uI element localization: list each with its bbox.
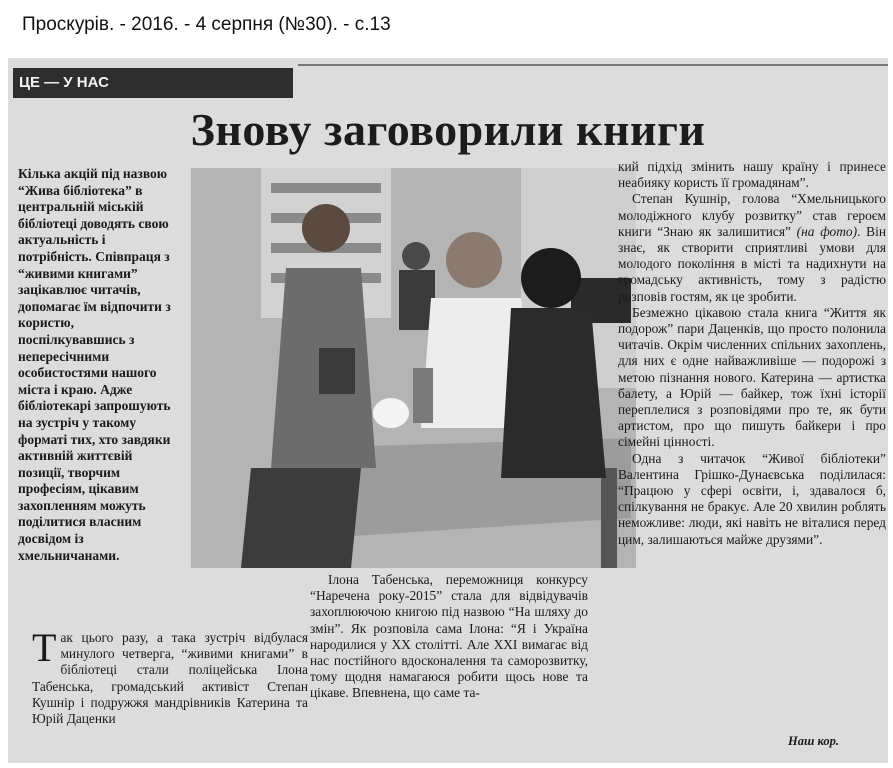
rubric-rule: [298, 64, 888, 66]
drop-cap: Т: [32, 625, 57, 670]
photo-reference: (на фото): [796, 223, 858, 239]
article-photo: [191, 168, 636, 568]
paragraph-2-text: Степан Кушнір, голова “Хмельницького молодіжного клубу розвитку” став героєм книги “Знаю як залишитися”: [618, 191, 886, 239]
right-paragraph-1: кий підхід змінить нашу країну і принесе неабияку користь її громадянам”.: [618, 159, 886, 191]
article-column-middle: Ілона Табенська, переможниця конкурсу “Наречена року-2015” стала для відвідувачів захоплюючою книгою під назвою “На шляху до змін”. Як розповіла сама Ілона: “Я і Україна народилися у ХХ столітті. Але ХХІ вимагає від нас постійного вдосконалення та саморозвитку, тому щодня намагаюся робити щось нове та цікаве. Впевнена, що саме та-: [310, 572, 588, 701]
right-paragraph-2: [618, 191, 886, 304]
right-paragraph-3: Безмежно цікавою стала книга “Життя як подорож” пари Даценків, що просто полонила читачів. Окрім численних спільних захоплень, для них є одне найважливіше — подорожі з метою пізнання нового. Катерина — артистка балету, а Юрій — байкер, тож їхні історії переплелися з розповідями про те, як бути артистом, про що пишуть байкери і про сімейні цінності.: [618, 304, 886, 450]
right-paragraph-4: Одна з читачок “Живої бібліотеки” Валентина Грішко-Дунаєвська поділилася: “Працюю у сфері освіти, і, здавалося б, спілкування не бракує. Але 20 хвилин роблять неможливе: люди, які навіть не віталися перед цим, залишаються майже друзями”.: [618, 450, 886, 547]
source-citation: Проскурів. - 2016. - 4 серпня (№30). - с.13: [22, 14, 391, 35]
photo-illustration: [191, 168, 636, 568]
rubric-label: ЦЕ — У НАС: [13, 68, 293, 98]
lead-paragraph: Кілька акцій під назвою “Жива бібліотека” в центральній міській бібліотеці доводять свою актуальність і потрібність. Співпраця з “живими книгами” зацікавлює читачів, допомагає їм відпочити з користю, поспілкувавшись з непересічними особистостями нашого міста і краю. Адже бібліотекарі запрошують на зустріч у такому форматі тих, хто завдяки активній життєвій позиції, творчим професіям, цікавим захопленням можуть поділитися власним досвідом із хмельничанами.: [18, 166, 171, 563]
article-headline: Знову заговорили книги: [190, 104, 706, 155]
paragraph-2-text-end: . Він знає, як створити сприятливі умови для молодого покоління в місті та надихнути на громадську активність, тому з радістю розповів гостям, як це зробити.: [618, 223, 886, 304]
newspaper-clipping: [8, 58, 888, 763]
left-column-text: ак цього разу, а така зустріч відбулася минулого четверга, “живими книгами” в бібліотеці стали поліцейська Ілона Табенська, громадський активіст Степан Кушнір і подружжя мандрівників Катерина та Юрій Даценки: [32, 630, 308, 727]
article-column-left: [32, 625, 308, 727]
article-column-right: [618, 159, 886, 548]
author-signature: Наш кор.: [788, 734, 839, 748]
